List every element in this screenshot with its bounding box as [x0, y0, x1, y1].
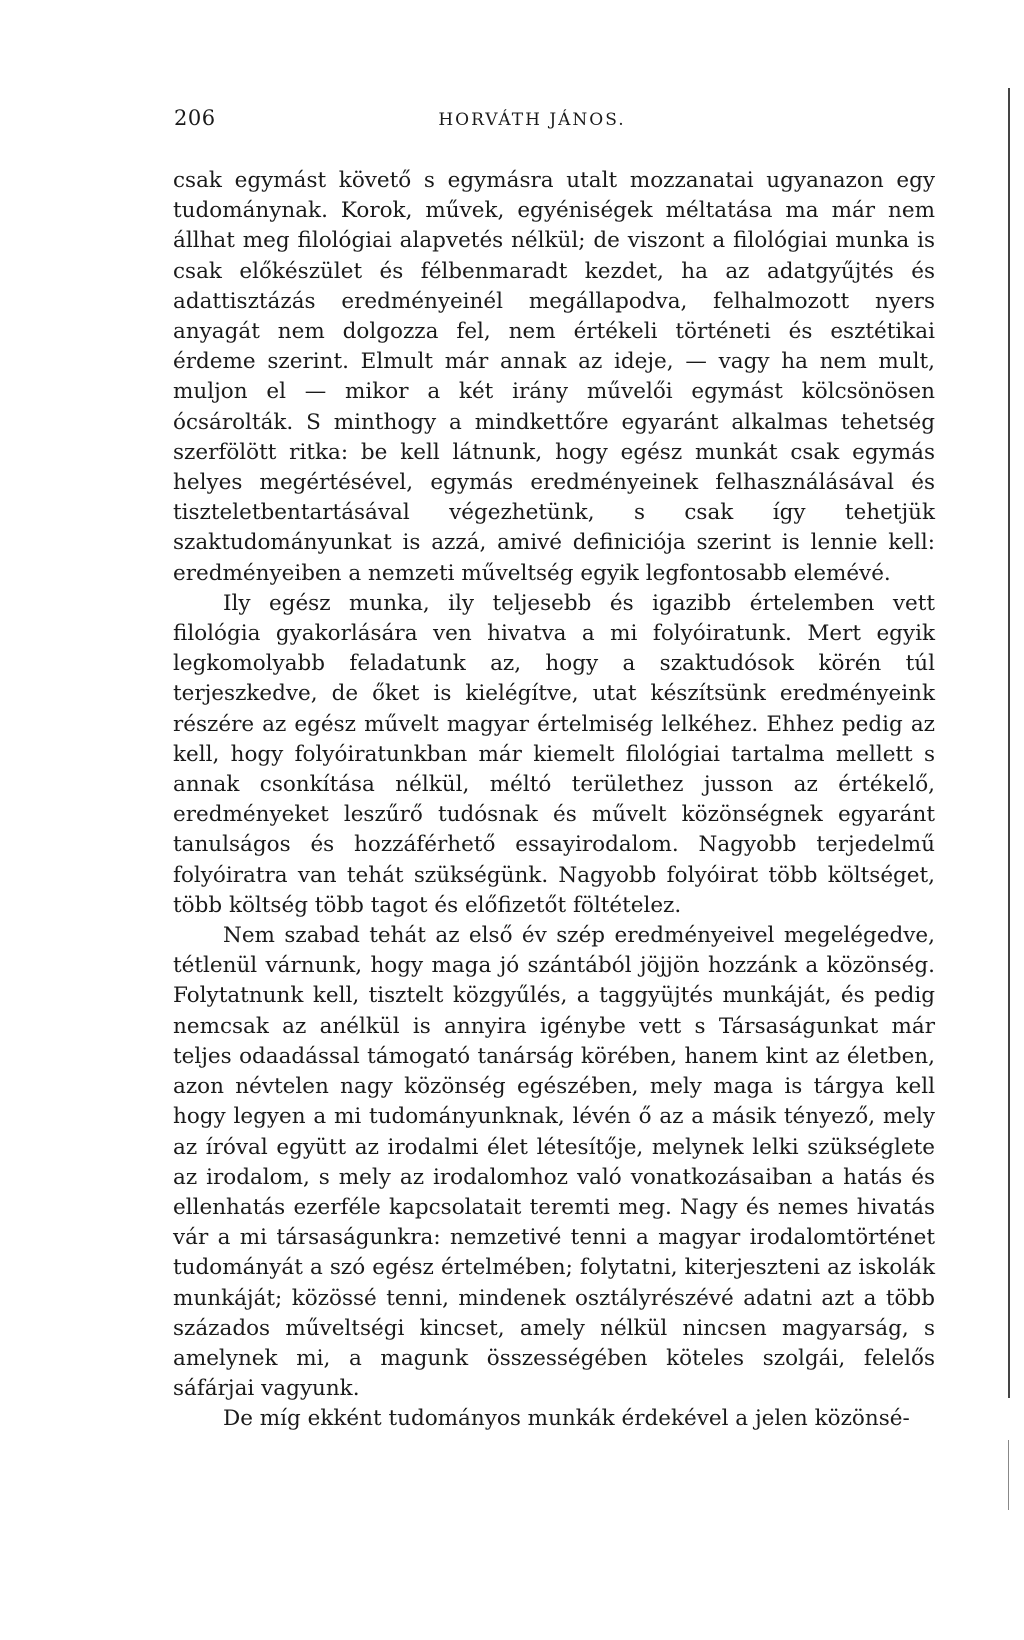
paragraph-1: csak egymást követő s egymásra utalt mozzanatai ugyanazon egy tudománynak. Korok, művek, egyéniségek méltatása ma már nem állhat meg filológiai alapvetés nélkül; de viszont a filológiai munka is csak előkészület és félbenmaradt kezdet, ha az adatgyűjtés és adattisztázás eredményeinél megállapodva, felhalmozott nyers anyagát nem dolgozza fel, nem értékeli történeti és esztétikai érdeme szerint. Elmult már annak az ideje, — vagy ha nem mult, muljon el — mikor a két irány művelői egymást kölcsönösen ócsárolták. S minthogy a mindkettőre egyaránt alkalmas tehetség szerfölött ritka: be kell látnunk, hogy egész munkát csak egymás helyes megértésével, egymás eredményeinek felhasználásával és tiszteletbentartásával végezhetünk, s csak így tehetjük szaktudományunkat is azzá, amivé definiciója szerint is lennie kell: eredményeiben a nemzeti műveltség egyik legfontosabb elemévé.: [173, 168, 935, 586]
paragraph-4: De míg ekként tudományos munkák érdekével a jelen közönsé-: [223, 1406, 910, 1432]
paragraph-3: Nem szabad tehát az első év szép eredményeivel megelégedve, tétlenül várnunk, hogy maga jó szántából jöjjön hozzánk a közönség. Folytatnunk kell, tisztelt közgyűlés, a taggyüjtés munkáját, és pedig nemcsak az anélkül is annyira igénybe vett s Társaságunkat már teljes odaadással támogató tanárság körében, hanem kint az életben, azon névtelen nagy közönség egészében, mely maga is tárgya kell hogy legyen a mi tudományunknak, lévén ő az a másik tényező, mely az íróval együtt az irodalmi élet létesítője, melynek lelki szükséglete az irodalom, s mely az irodalomhoz való vonatkozásaiban a hatás és ellenhatás ezerféle kapcsolatait teremti meg. Nagy és nemes hivatás vár a mi társaságunkra: nemzetivé tenni a magyar irodalomtörténet tudományát a szó egész értelmében; folytatni, kiterjeszteni az iskolák munkáját; közössé tenni, mindenek osztályrészévé adatni azt a több százados műveltségi kincset, amely nélkül nincsen magyarság, s amelynek mi, a magunk összességében köteles szolgái, felelős sáfárjai vagyunk.: [173, 923, 935, 1402]
page-number: 206: [174, 106, 216, 130]
page-edge-shadow-lower: [1008, 1440, 1009, 1510]
page-edge-shadow: [1008, 88, 1010, 1398]
running-title: HORVÁTH JÁNOS.: [438, 110, 626, 130]
body-text: [173, 166, 935, 1435]
paragraph-2: Ily egész munka, ily teljesebb és igazibb értelemben vett filológia gyakorlására ven hivatva a mi folyóiratunk. Mert egyik legkomolyabb feladatunk az, hogy a szaktudósok körén túl terjeszkedve, de őket is kielégítve, utat készítsünk eredményeink részére az egész művelt magyar értelmiség lelkéhez. Ehhez pedig az kell, hogy folyóiratunkban már kiemelt filológiai tartalma mellett s annak csonkítása nélkül, méltó területhez jusson az értékelő, eredményeket leszűrő tudósnak és művelt közönségnek egyaránt tanulságos és hozzáférhető essayirodalom. Nagyobb terjedelmű folyóiratra van tehát szükségünk. Nagyobb folyóirat több költséget, több költség több tagot és előfizetőt föltételez.: [173, 590, 935, 918]
